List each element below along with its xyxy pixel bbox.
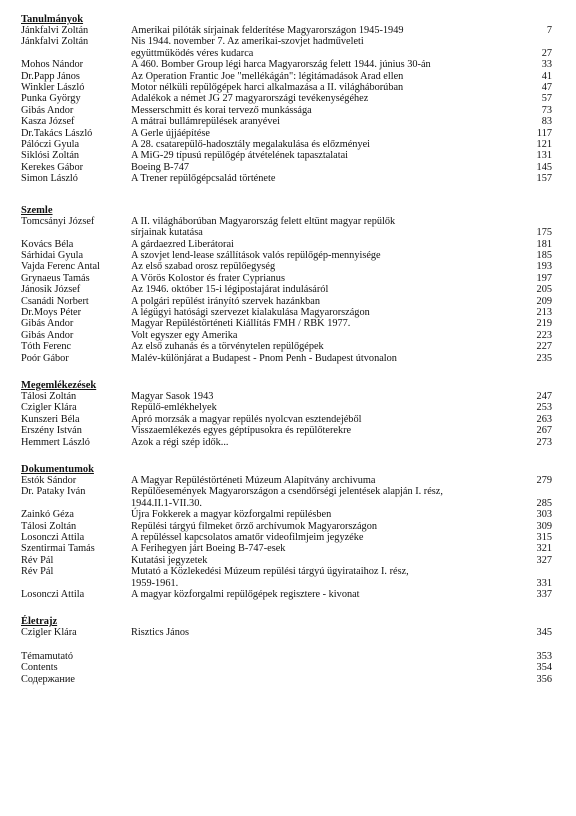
toc-entry [21, 284, 561, 295]
entry-author: Rév Pál [21, 554, 54, 566]
entry-author: Tomcsányi József [21, 215, 95, 227]
toc-entry [21, 105, 561, 116]
entry-title: Risztics János [131, 627, 190, 639]
toc-entry [21, 239, 561, 250]
entry-title: Magyar Sasok 1943 [131, 390, 214, 402]
entry-page-number: 309 [536, 520, 552, 532]
toc-entry [21, 437, 561, 448]
entry-page-number: 157 [536, 173, 552, 185]
entry-title: A repüléssel kapcsolatos amatőr videofilmjeim jegyzéke [131, 532, 364, 544]
entry-author: Kerekes Gábor [21, 161, 84, 173]
entry-author: Kasza József [21, 116, 75, 128]
toc-entry [21, 555, 561, 566]
toc-section [21, 380, 561, 448]
section-heading: Megemlékezések [21, 379, 97, 391]
toc-entry [21, 82, 561, 93]
entry-author: Gibás Andor [21, 104, 74, 116]
entry-page-number: 145 [536, 161, 552, 173]
entry-author: Jánkfalvi Zoltán [21, 36, 89, 48]
entry-page-number: 285 [536, 497, 552, 509]
entry-title: Nis 1944. november 7. Az amerikai-szovjet hadműveleti együttműködés véres kudarca [131, 36, 364, 59]
entry-page-number: 327 [536, 554, 552, 566]
entry-page-number: 41 [541, 70, 552, 82]
toc-entry [21, 509, 561, 520]
entry-page-number: 353 [536, 650, 552, 662]
entry-page-number: 209 [536, 295, 552, 307]
entry-page-number: 131 [536, 150, 552, 162]
toc-entry [21, 162, 561, 173]
entry-page-number: 253 [536, 402, 552, 414]
section-heading: Életrajz [21, 616, 58, 628]
toc-entry [21, 521, 561, 532]
entry-author: Simon László [21, 173, 78, 185]
entry-page-number: 121 [536, 139, 552, 151]
entry-title: Messerschmitt és korai tervező munkássága [131, 104, 312, 116]
toc-entry [21, 261, 561, 272]
entry-author: Gibás Andor [21, 318, 74, 330]
entry-title: A Ferihegyen járt Boeing B-747-esek [131, 543, 286, 555]
entry-title: A II. világháborúban Magyarország felett eltünt magyar repülők sírjainak kutatása [131, 215, 396, 239]
entry-author: Losonczi Attila [21, 532, 85, 544]
section-heading: Szemle [21, 204, 53, 216]
toc-entry [21, 93, 561, 104]
entry-page-number: 185 [536, 249, 552, 261]
entry-title: A Magyar Repüléstörténeti Múzeum Alapítvány archivuma [131, 475, 376, 486]
toc-entry [21, 589, 561, 600]
entry-title: Repülőesemények Magyarországon a csendőrségi jelentések alapján I. rész, 1944.II.1-VII.30. [131, 486, 443, 509]
entry-title: Újra Fokkerek a magyar közforgalmi repülésben [131, 509, 332, 521]
entry-page-number: 7 [546, 25, 552, 36]
entry-title: Az első zuhanás és a törvénytelen repülőgépek [131, 341, 324, 353]
entry-page-number: 223 [536, 329, 552, 341]
toc-entry [21, 296, 561, 307]
entry-title [131, 651, 516, 662]
entry-author: Dr.Papp János [21, 70, 80, 82]
entry-author: Содержание [21, 673, 75, 685]
entry-title: Magyar Repüléstörténeti Kiállítás FMH / RBK 1977. [131, 318, 351, 330]
entry-title: Amerikai pilóták sírjainak felderítése Magyarországon 1945-1949 [131, 25, 404, 36]
entry-page-number: 247 [536, 390, 552, 402]
entry-author: Pálóczi Gyula [21, 139, 80, 151]
entry-page-number: 227 [536, 341, 552, 353]
entry-author: Csanádi Norbert [21, 295, 89, 307]
toc-entry [21, 627, 561, 638]
entry-page-number: 356 [536, 673, 552, 685]
entry-author: Tálosi Zoltán [21, 390, 77, 402]
entry-page-number: 279 [536, 475, 552, 486]
entry-title: A Gerle újjáépítése [131, 127, 210, 139]
entry-author: Punka György [21, 93, 81, 105]
entry-title: A légügyi hatósági szervezet kialakulása Magyarországon [131, 306, 370, 318]
toc-entry [21, 150, 561, 161]
entry-author: Rév Pál [21, 566, 54, 578]
toc-entry [21, 36, 561, 59]
entry-title: A Vörös Kolostor és frater Cyprianus [131, 272, 285, 284]
entry-author: Tálosi Zoltán [21, 520, 77, 532]
entry-page-number: 181 [536, 238, 552, 250]
toc-entry [21, 25, 561, 36]
entry-title: Az Operation Frantic Joe "mellékágán": légitámadások Arad ellen [131, 70, 404, 82]
entry-title: Adalékok a német JG 27 magyarországi tevékenységéhez [131, 93, 369, 105]
table-of-contents [21, 14, 561, 685]
entry-page-number: 213 [536, 306, 552, 318]
toc-entry [21, 402, 561, 413]
toc-entry [21, 353, 561, 364]
entry-title: A szovjet lend-lease szállítások valós repülőgép-mennyisége [131, 249, 381, 261]
toc-section [21, 651, 561, 685]
entry-author: Erszény István [21, 425, 82, 437]
toc-entry [21, 273, 561, 284]
toc-entry [21, 139, 561, 150]
entry-page-number: 27 [541, 47, 552, 59]
entry-title: Boeing B-747 [131, 161, 190, 173]
entry-title: Mutató a Közlekedési Múzeum repülési tárgyú ügyirataihoz I. rész, 1959-1961. [131, 566, 409, 589]
entry-title: A 28. csatarepülő-hadosztály megalakulása és előzményei [131, 139, 371, 151]
section-heading: Dokumentumok [21, 464, 94, 475]
entry-author: Kovács Béla [21, 238, 74, 250]
entry-author: Grynaeus Tamás [21, 272, 90, 284]
entry-page-number: 197 [536, 272, 552, 284]
entry-author: Dr.Takács László [21, 127, 93, 139]
entry-title: Apró morzsák a magyar repülés nyolcvan esztendejéből [131, 413, 362, 425]
entry-title: A 460. Bomber Group légi harca Magyarország felett 1944. június 30-án [131, 59, 431, 71]
entry-author: Témamutató [21, 650, 74, 662]
toc-entry [21, 330, 561, 341]
toc-section [21, 616, 561, 638]
entry-author: Gibás Andor [21, 329, 74, 341]
entry-author: Winkler László [21, 82, 85, 94]
entry-title: Repülő-emlékhelyek [131, 402, 217, 414]
entry-title: Az 1946. október 15-i légipostajárat indulásáról [131, 284, 329, 296]
entry-title: Motor nélküli repülőgépek harci alkalmazása a II. világháborúban [131, 82, 404, 94]
toc-entry [21, 674, 561, 685]
entry-author: Dr. Pataky Iván [21, 486, 86, 498]
entry-page-number: 47 [541, 82, 552, 94]
entry-title: Visszaemlékezés egyes géptípusokra és repülőterekre [131, 425, 352, 437]
entry-page-number: 303 [536, 509, 552, 521]
entry-page-number: 117 [536, 127, 552, 139]
toc-entry [21, 341, 561, 352]
entry-title: A polgári repülést irányító szervek hazánkban [131, 295, 320, 307]
entry-author: Poór Gábor [21, 352, 69, 364]
toc-entry [21, 486, 561, 509]
entry-author: Szentirmai Tamás [21, 543, 95, 555]
section-heading: Tanulmányok [21, 14, 84, 25]
toc-entry [21, 391, 561, 402]
entry-page-number: 175 [536, 227, 552, 239]
entry-page-number: 73 [541, 104, 552, 116]
entry-author: Estók Sándor [21, 475, 77, 486]
entry-author: Kunszeri Béla [21, 413, 80, 425]
entry-title: Repülési tárgyú filmeket őrző archívumok Magyarországon [131, 520, 378, 532]
entry-title [131, 662, 516, 673]
entry-title: Kutatási jegyzetek [131, 554, 208, 566]
entry-page-number: 33 [541, 59, 552, 71]
toc-entry [21, 662, 561, 673]
toc-entry [21, 651, 561, 662]
entry-page-number: 267 [536, 425, 552, 437]
entry-page-number: 331 [536, 577, 552, 589]
entry-author: Siklósi Zoltán [21, 150, 80, 162]
entry-title: Azok a régi szép idők... [131, 436, 229, 448]
entry-page-number: 337 [536, 589, 552, 601]
toc-entry [21, 543, 561, 554]
entry-title: A magyar közforgalmi repülőgépek regisztere - kivonat [131, 589, 360, 601]
toc-entry [21, 307, 561, 318]
entry-page-number: 321 [536, 543, 552, 555]
entry-page-number: 83 [541, 116, 552, 128]
toc-entry [21, 475, 561, 486]
entry-author: Contents [21, 662, 58, 674]
toc-section [21, 464, 561, 600]
entry-page-number: 205 [536, 284, 552, 296]
toc-entry [21, 128, 561, 139]
toc-entry [21, 59, 561, 70]
entry-author: Jánkfalvi Zoltán [21, 25, 89, 36]
entry-author: Jánosik József [21, 284, 81, 296]
toc-entry [21, 532, 561, 543]
toc-entry [21, 566, 561, 589]
toc-entry [21, 250, 561, 261]
entry-page-number: 235 [536, 352, 552, 364]
entry-page-number: 263 [536, 413, 552, 425]
entry-author: Zainkó Géza [21, 509, 74, 521]
toc-entry [21, 173, 561, 184]
entry-title: A mátrai bullámrepülések aranyévei [131, 116, 280, 128]
entry-author: Hemmert László [21, 436, 90, 448]
entry-author: Dr.Moys Péter [21, 306, 82, 318]
entry-author: Czigler Klára [21, 402, 77, 414]
entry-author: Sárhidai Gyula [21, 249, 84, 261]
entry-page-number: 57 [541, 93, 552, 105]
toc-section [21, 14, 561, 185]
entry-author: Mohos Nándor [21, 59, 84, 71]
entry-title: Volt egyszer egy Amerika [131, 329, 238, 341]
entry-title: A Trener repülőgépcsalád története [131, 173, 276, 185]
entry-author: Tóth Ferenc [21, 341, 72, 353]
entry-page-number: 354 [536, 662, 552, 674]
toc-entry [21, 425, 561, 436]
toc-entry [21, 71, 561, 82]
entry-page-number: 219 [536, 318, 552, 330]
entry-title: Az első szabad orosz repülőegység [131, 261, 276, 273]
toc-entry [21, 414, 561, 425]
toc-entry [21, 216, 561, 239]
toc-section [21, 205, 561, 364]
entry-page-number: 273 [536, 436, 552, 448]
entry-title: Malév-különjárat a Budapest - Pnom Penh - Budapest útvonalon [131, 352, 397, 364]
entry-author: Losonczi Attila [21, 589, 85, 601]
entry-page-number: 193 [536, 261, 552, 273]
toc-entry [21, 116, 561, 127]
entry-title [131, 674, 516, 685]
entry-page-number: 315 [536, 532, 552, 544]
entry-title: A gárdaezred Liberátorai [131, 238, 234, 250]
entry-title: A MiG-29 típusú repülőgép átvételének tapasztalatai [131, 150, 349, 162]
entry-page-number: 345 [536, 627, 552, 639]
entry-author: Vajda Ferenc Antal [21, 261, 100, 273]
entry-author: Czigler Klára [21, 627, 77, 639]
toc-entry [21, 318, 561, 329]
